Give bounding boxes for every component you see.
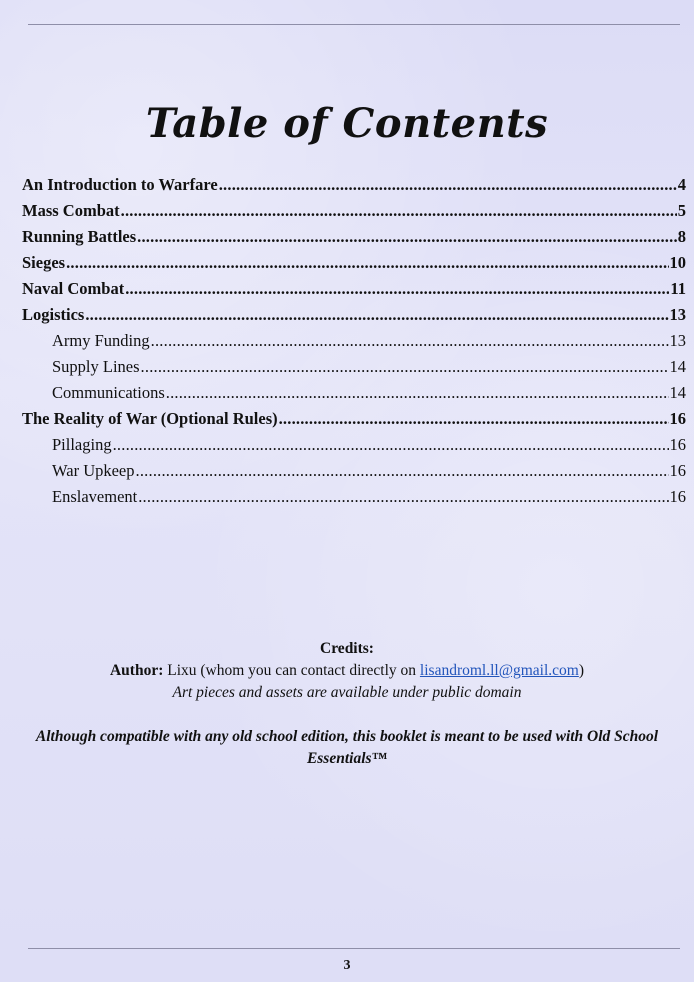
page-number: 3 xyxy=(343,958,351,973)
toc-subentry[interactable] xyxy=(22,380,686,406)
assets-note: Art pieces and assets are available under public domain xyxy=(172,684,522,701)
toc-entry-label: War Upkeep xyxy=(52,461,135,480)
toc-entry-page: 5 xyxy=(677,201,686,220)
toc-leader-dots xyxy=(141,354,669,380)
author-line xyxy=(30,660,664,682)
toc-entry-page: 13 xyxy=(669,305,686,324)
credits-section xyxy=(30,638,664,770)
page-title: Table of Contents xyxy=(145,100,549,147)
toc-subentry[interactable] xyxy=(22,432,686,458)
toc-entry-page: 13 xyxy=(669,331,686,350)
toc-entry-page: 10 xyxy=(669,253,686,272)
toc-entry-page: 16 xyxy=(669,409,686,428)
toc-entry[interactable] xyxy=(22,224,686,250)
toc-subentry[interactable] xyxy=(22,354,686,380)
toc-entry-label: Logistics xyxy=(22,305,85,324)
toc-entry-page: 11 xyxy=(670,279,686,298)
toc-entry-label: Enslavement xyxy=(52,487,138,506)
table-of-contents xyxy=(22,172,686,510)
toc-leader-dots xyxy=(279,406,669,432)
toc-entry-label: Running Battles xyxy=(22,227,137,246)
toc-entry-label: The Reality of War (Optional Rules) xyxy=(22,409,278,428)
toc-leader-dots xyxy=(121,198,677,224)
toc-entry-page: 14 xyxy=(669,383,686,402)
toc-leader-dots xyxy=(151,328,669,354)
toc-entry[interactable] xyxy=(22,302,686,328)
toc-entry-label: Sieges xyxy=(22,253,66,272)
toc-subentry[interactable] xyxy=(22,328,686,354)
author-email-link[interactable]: lisandroml.ll@gmail.com xyxy=(419,662,579,679)
toc-entry-label: Pillaging xyxy=(52,435,112,454)
toc-entry-page: 16 xyxy=(669,461,686,480)
toc-entry[interactable] xyxy=(22,250,686,276)
toc-subentry[interactable] xyxy=(22,484,686,510)
bottom-rule xyxy=(28,948,680,949)
toc-entry[interactable] xyxy=(22,406,686,432)
toc-leader-dots xyxy=(85,302,668,328)
toc-entry-label: Supply Lines xyxy=(52,357,140,376)
author-text: Lixu (whom you can contact directly on xyxy=(163,662,420,679)
toc-subentry[interactable] xyxy=(22,458,686,484)
toc-entry-label: Communications xyxy=(52,383,165,402)
toc-entry[interactable] xyxy=(22,198,686,224)
toc-leader-dots xyxy=(66,250,668,276)
toc-entry[interactable] xyxy=(22,276,686,302)
toc-entry-page: 8 xyxy=(677,227,686,246)
toc-entry-label: Mass Combat xyxy=(22,201,120,220)
toc-entry-label: Army Funding xyxy=(52,331,150,350)
toc-entry-page: 16 xyxy=(669,487,686,506)
toc-leader-dots xyxy=(219,172,677,198)
toc-entry-page: 16 xyxy=(669,435,686,454)
toc-entry-label: Naval Combat xyxy=(22,279,125,298)
toc-leader-dots xyxy=(138,484,668,510)
toc-leader-dots xyxy=(113,432,669,458)
toc-entry[interactable] xyxy=(22,172,686,198)
toc-entry-page: 14 xyxy=(669,357,686,376)
toc-entry-label: An Introduction to Warfare xyxy=(22,175,218,194)
toc-leader-dots xyxy=(137,224,677,250)
credits-heading: Credits: xyxy=(320,640,374,657)
toc-leader-dots xyxy=(166,380,669,406)
author-close: ) xyxy=(578,662,585,679)
toc-entry-page: 4 xyxy=(677,175,686,194)
author-label: Author: xyxy=(109,662,164,679)
compatibility-note: Although compatible with any old school edition, this booklet is meant to be used with Old School Essentials™ xyxy=(35,728,659,767)
top-rule xyxy=(28,24,680,25)
toc-leader-dots xyxy=(125,276,669,302)
toc-leader-dots xyxy=(136,458,669,484)
